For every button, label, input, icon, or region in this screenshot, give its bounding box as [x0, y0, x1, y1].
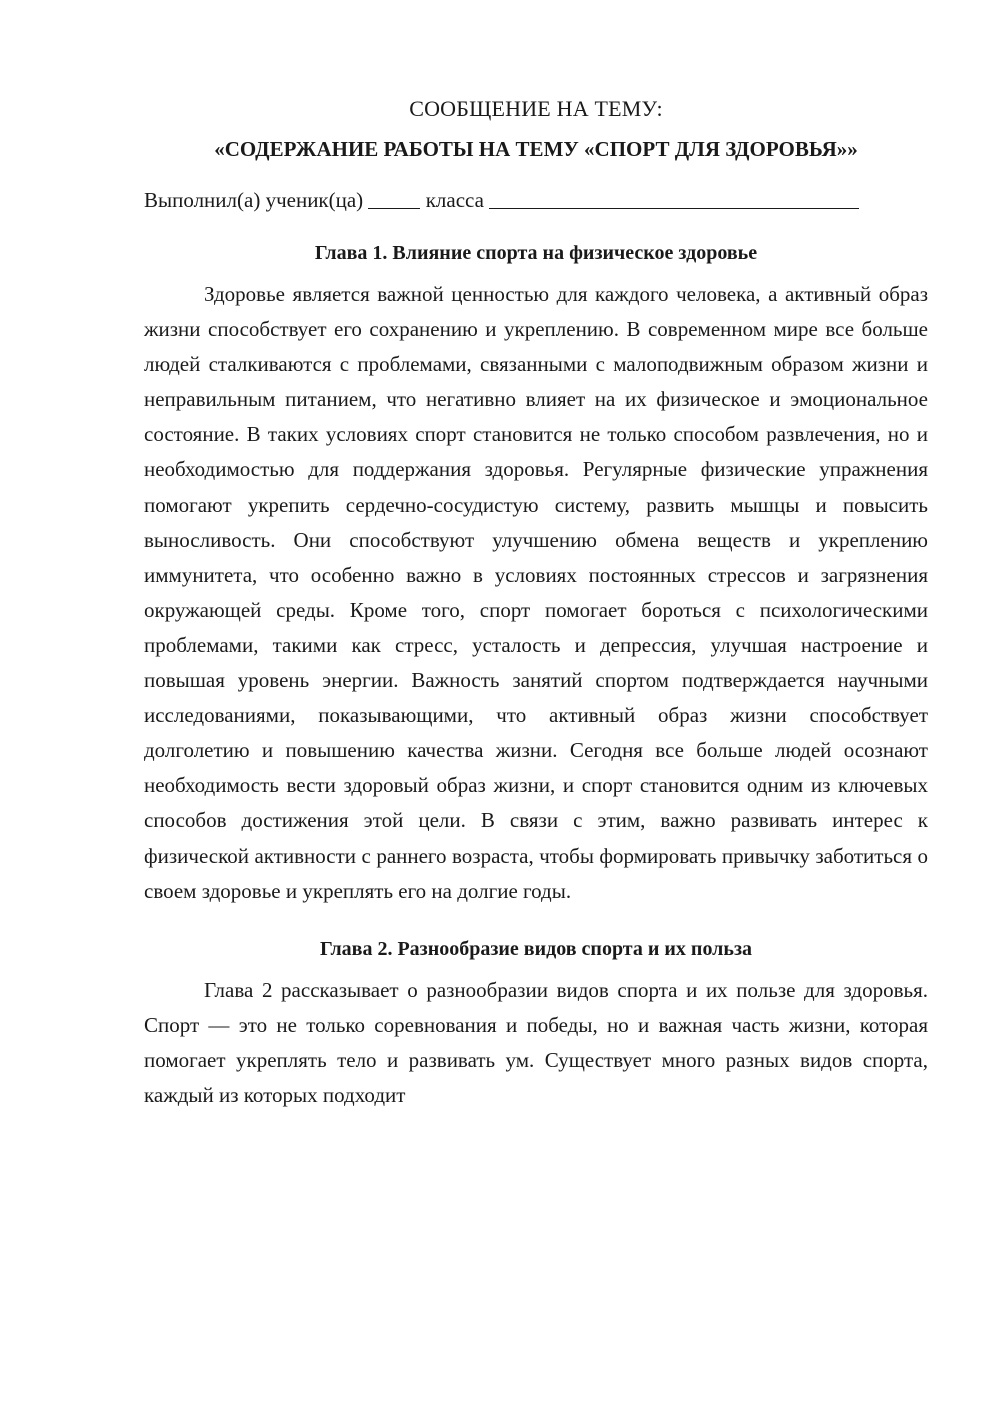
chapter1-heading: Глава 1. Влияние спорта на физическое здоровье	[314, 242, 758, 264]
chapter1-paragraph: Здоровье является важной ценностью для каждого человека, а активный образ жизни способствует его сохранению и укреплению. В современном мире все больше людей сталкиваются с проблемами, связанными с малоподвижным образом жизни и неправильным питанием, что негативно влияет на их физическое и эмоциональное состояние. В таких условиях спорт становится не только способом развлечения, но и необходимостью для поддержания здоровья. Регулярные физические упражнения помогают укрепить сердечно-сосудистую систему, развить мышцы и повысить выносливость. Они способствуют улучшению обмена веществ и укреплению иммунитета, что особенно важно в условиях постоянных стрессов и загрязнения окружающей среды. Кроме того, спорт помогает бороться с психологическими проблемами, такими как стресс, усталость и депрессия, улучшая настроение и повышая уровень энергии. Важность занятий спортом подтверждается научными исследованиями, показывающими, что активный образ жизни способствует долголетию и повышению качества жизни. Сегодня все больше людей осознают необходимость вести здоровый образ жизни, и спорт становится одним из ключевых способов достижения этой цели. В связи с этим, важно развивать интерес к физической активности с раннего возраста, чтобы формировать привычку заботиться о своем здоровье и укреплять его на долгие годы.	[144, 282, 928, 903]
name-blank-underline	[489, 188, 859, 209]
class-blank-underline	[368, 188, 420, 209]
author-class-label: класса	[425, 188, 484, 212]
chapter2-heading: Глава 2. Разнообразие видов спорта и их польза	[319, 937, 753, 960]
author-prefix: Выполнил(а) ученик(ца)	[144, 188, 364, 212]
chapter2-paragraph: Глава 2 рассказывает о разнообразии видов спорта и их пользе для здоровья. Спорт — это не только соревнования и победы, но и важная часть жизни, которая помогает укреплять тело и развивать ум. Существует много разных видов спорта, каждый из которых подходит	[144, 977, 928, 1107]
document-title-line1: СООБЩЕНИЕ НА ТЕМУ:	[409, 96, 663, 121]
document-title-line2: «СОДЕРЖАНИЕ РАБОТЫ НА ТЕМУ «СПОРТ ДЛЯ ЗДОРОВЬЯ»»	[214, 137, 858, 161]
document-page	[144, 90, 928, 1113]
author-line	[144, 181, 928, 219]
